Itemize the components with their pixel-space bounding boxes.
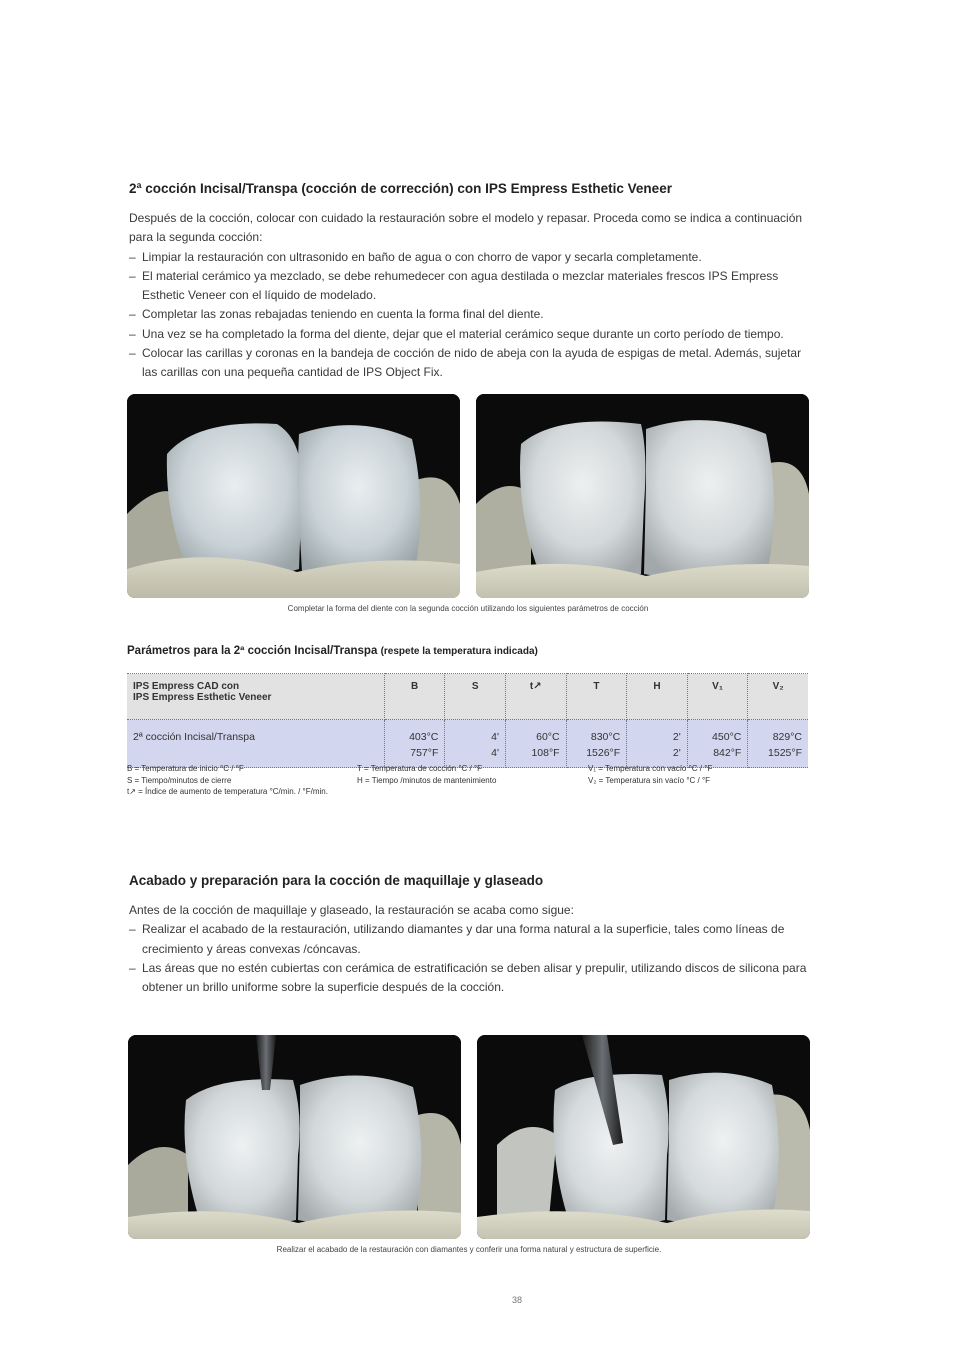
legend-item: V₂ = Temperatura sin vacío °C / °F bbox=[588, 775, 711, 785]
legend-col1 bbox=[127, 763, 352, 798]
section-body-finishing bbox=[129, 901, 809, 997]
steps-list bbox=[129, 920, 809, 997]
table-row bbox=[127, 720, 808, 768]
list-item: – Colocar las carillas y coronas en la bandeja de cocción de nido de abeja con la ayuda de espigas de metal. Además, sujetar las carillas con una pequeña cantidad de IPS Object Fix. bbox=[129, 344, 809, 383]
cell-trate-c: 60°C bbox=[536, 731, 560, 743]
header-col-t: T bbox=[566, 674, 627, 720]
cell-v2 bbox=[748, 720, 808, 768]
cell-b-f: 757°F bbox=[410, 747, 439, 759]
list-item: – Realizar el acabado de la restauración, utilizando diamantes y dar una forma natural a la superficie, tales como líneas de crecimiento y áreas convexas /cóncavas. bbox=[129, 920, 809, 959]
cell-h-c: 2' bbox=[672, 731, 681, 743]
cell-v1-f: 842°F bbox=[713, 747, 742, 759]
photo-caption: Completar la forma del diente con la segunda cocción utilizando los siguientes parámetros de cocción bbox=[287, 604, 649, 613]
cell-v1 bbox=[687, 720, 748, 768]
legend-item: B = Temperatura de inicio °C / °F bbox=[127, 764, 244, 773]
legend-item: S = Tiempo/minutos de cierre bbox=[127, 775, 232, 785]
firing-params-table bbox=[127, 673, 808, 768]
list-item: – Limpiar la restauración con ultrasonido en baño de agua o con chorro de vapor y secarla completamente. bbox=[129, 248, 809, 267]
cell-t-c: 830°C bbox=[590, 731, 621, 743]
cell-v2-f: 1525°F bbox=[768, 747, 802, 759]
legend-col2 bbox=[357, 763, 582, 786]
header-label-line2: IPS Empress Esthetic Veneer bbox=[133, 692, 272, 703]
header-col-v2: V₂ bbox=[748, 674, 808, 720]
list-item: – Las áreas que no estén cubiertas con cerámica de estratificación se deben alisar y prepulir, utilizando discos de silicona para obtener un brillo uniforme sobre la superficie después de la cocción. bbox=[129, 959, 809, 998]
cell-h-f: 2' bbox=[672, 747, 681, 759]
cell-v1-c: 450°C bbox=[712, 731, 742, 743]
list-item: – El material cerámico ya mezclado, se debe rehumedecer con agua destilada o mezclar materiales frescos IPS Empress Esthetic Veneer con el líquido de modelado. bbox=[129, 267, 809, 306]
legend-item: t↗ = Índice de aumento de temperatura °C/min. / °F/min. bbox=[127, 787, 328, 796]
row-label: 2ª cocción Incisal/Transpa bbox=[127, 720, 384, 768]
header-label bbox=[127, 674, 384, 720]
cell-trate-f: 108°F bbox=[531, 747, 560, 759]
section-title-second-firing: 2ª cocción Incisal/Transpa (cocción de corrección) con IPS Empress Esthetic Veneer bbox=[129, 181, 672, 196]
cell-t bbox=[566, 720, 627, 768]
cell-s bbox=[445, 720, 506, 768]
cell-h bbox=[627, 720, 688, 768]
cell-v2-c: 829°C bbox=[772, 731, 802, 743]
photo-caption: Realizar el acabado de la restauración con diamantes y conferir una forma natural y estructura de superficie. bbox=[276, 1245, 662, 1254]
list-item: – Completar las zonas rebajadas teniendo en cuenta la forma final del diente. bbox=[129, 305, 809, 324]
header-col-b: B bbox=[384, 674, 445, 720]
cell-s-c: 4' bbox=[491, 731, 499, 743]
table-header-row bbox=[127, 674, 808, 720]
cell-trate bbox=[505, 720, 566, 768]
params-title bbox=[127, 645, 538, 657]
header-col-v1: V₁ bbox=[687, 674, 748, 720]
legend-item: V₁ = Temperatura con vacío °C / °F bbox=[588, 764, 713, 773]
legend-item: T = Temperatura de cocción °C / °F bbox=[357, 764, 483, 773]
header-col-h: H bbox=[627, 674, 688, 720]
cell-b-c: 403°C bbox=[409, 731, 439, 743]
header-col-s: S bbox=[445, 674, 506, 720]
steps-list bbox=[129, 248, 809, 383]
cell-t-f: 1526°F bbox=[586, 747, 621, 759]
header-col-trate: t↗ bbox=[505, 674, 566, 720]
page-number: 38 bbox=[512, 1295, 523, 1305]
legend-item: H = Tiempo /minutos de mantenimiento bbox=[357, 775, 497, 785]
cell-s-f: 4' bbox=[491, 747, 499, 759]
photo-teeth-after bbox=[476, 394, 809, 598]
photo-teeth-before bbox=[127, 394, 460, 598]
params-title-main: Parámetros para la 2ª cocción Incisal/Transpa bbox=[127, 645, 378, 657]
params-title-note: (respete la temperatura indicada) bbox=[380, 646, 538, 657]
list-item: – Una vez se ha completado la forma del diente, dejar que el material cerámico seque durante un corto período de tiempo. bbox=[129, 325, 809, 344]
section-body-second-firing bbox=[129, 209, 809, 383]
legend-col3 bbox=[588, 763, 808, 786]
cell-b bbox=[384, 720, 445, 768]
header-label-line1: IPS Empress CAD con bbox=[133, 681, 240, 692]
section-intro: Después de la cocción, colocar con cuidado la restauración sobre el modelo y repasar. Proceda como se indica a continuación para la segunda cocción: bbox=[129, 211, 803, 245]
section-title-finishing: Acabado y preparación para la cocción de maquillaje y glaseado bbox=[129, 873, 544, 888]
photo-finishing-left bbox=[128, 1035, 461, 1239]
photo-finishing-right bbox=[477, 1035, 810, 1239]
section-intro: Antes de la cocción de maquillaje y glaseado, la restauración se acaba como sigue: bbox=[129, 903, 574, 917]
